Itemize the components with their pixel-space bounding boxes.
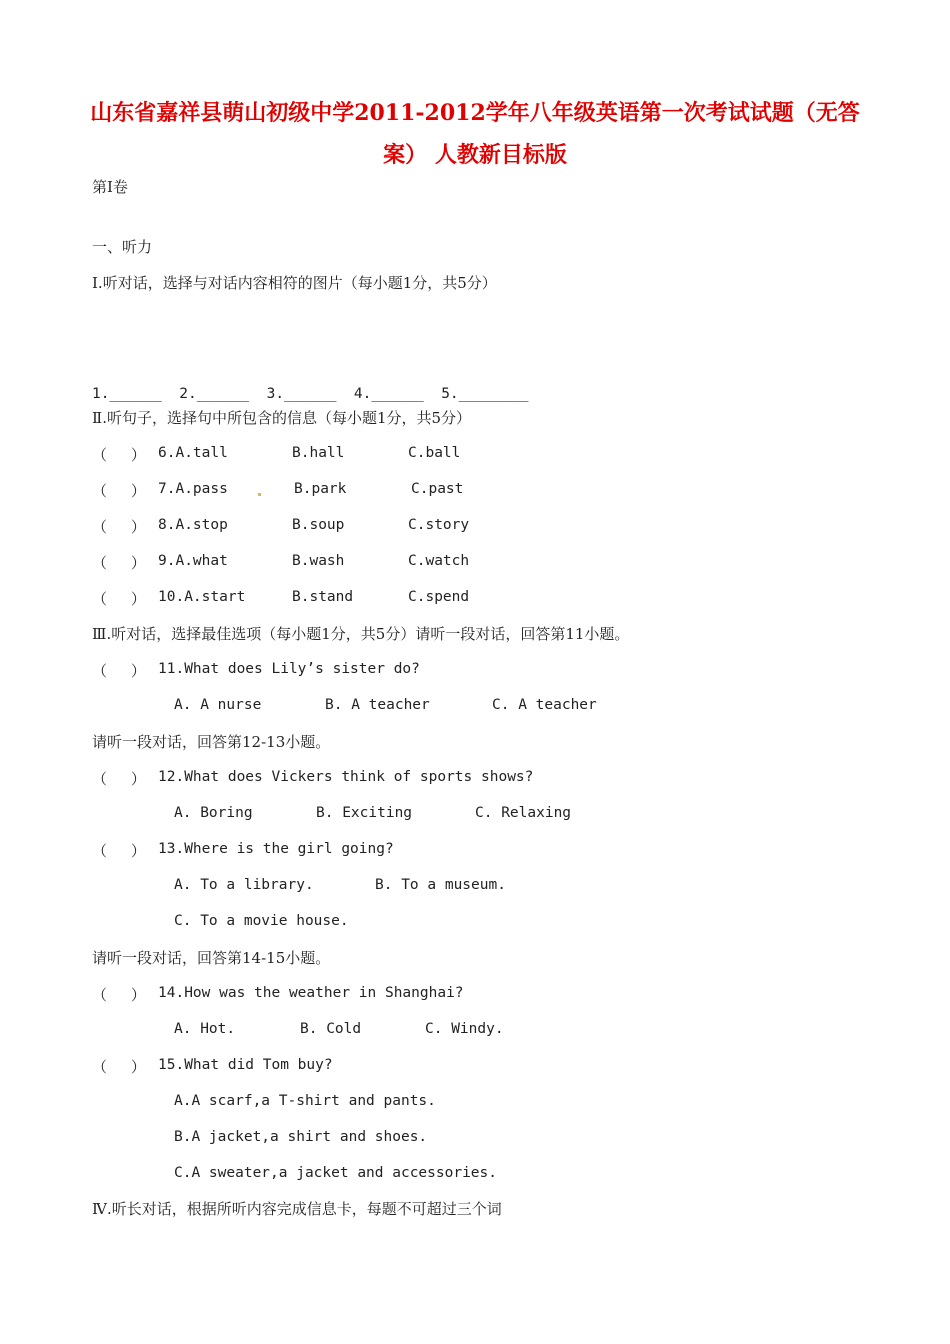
- option-b: B.park: [294, 481, 347, 497]
- q15-option-c: C.A sweater,a jacket and accessories.: [174, 1165, 498, 1181]
- section-listening: 一、听力: [92, 238, 153, 256]
- q13-option-a: A. To a library.: [174, 877, 314, 893]
- question-15: 15.What did Tom buy?: [158, 1057, 333, 1073]
- question-option-a: 9.A.what: [158, 553, 228, 569]
- q11-option-c: C. A teacher: [492, 697, 597, 713]
- question-option-a: 10.A.start: [158, 589, 246, 605]
- q13-option-c: C. To a movie house.: [174, 913, 349, 929]
- q14-option-c: C. Windy.: [425, 1021, 504, 1037]
- document-title: [60, 92, 890, 176]
- answer-paren: （ ）: [92, 662, 146, 680]
- answer-paren: （ ）: [92, 554, 146, 572]
- option-c: C.ball: [408, 445, 461, 461]
- answer-paren: （ ）: [92, 446, 146, 464]
- q11-option-b: B. A teacher: [325, 697, 430, 713]
- q15-option-b: B.A jacket,a shirt and shoes.: [174, 1129, 428, 1145]
- answer-paren: （ ）: [92, 1058, 146, 1076]
- answer-blanks: 1.______ 2.______ 3.______ 4.______ 5.________: [92, 386, 529, 402]
- option-b: B.hall: [292, 445, 345, 461]
- volume-label: 第Ⅰ卷: [92, 178, 128, 196]
- question-11: 11.What does Lily’s sister do?: [158, 661, 420, 677]
- part-3-heading: Ⅲ.听对话，选择最佳选项（每小题1分，共5分）请听一段对话，回答第11小题。: [92, 625, 630, 643]
- question-14: 14.How was the weather in Shanghai?: [158, 985, 464, 1001]
- q14-option-b: B. Cold: [300, 1021, 362, 1037]
- question-12: 12.What does Vickers think of sports shows?: [158, 769, 534, 785]
- answer-paren: （ ）: [92, 518, 146, 536]
- stray-dot: [258, 493, 261, 496]
- listen-instruction-14-15: 请听一段对话，回答第14-15小题。: [92, 949, 331, 967]
- option-c: C.story: [408, 517, 470, 533]
- answer-paren: （ ）: [92, 986, 146, 1004]
- title-line-2: 案） 人教新目标版: [383, 142, 567, 168]
- part-2-heading: Ⅱ.听句子，选择句中所包含的信息（每小题1分，共5分）: [92, 409, 472, 427]
- option-c: C.watch: [408, 553, 470, 569]
- option-c: C.past: [411, 481, 464, 497]
- q12-option-b: B. Exciting: [316, 805, 413, 821]
- part-1-heading: Ⅰ.听对话，选择与对话内容相符的图片（每小题1分，共5分）: [92, 274, 497, 292]
- option-b: B.wash: [292, 553, 345, 569]
- q13-option-b: B. To a museum.: [375, 877, 506, 893]
- title-line-1: 山东省嘉祥县萌山初级中学2011-2012学年八年级英语第一次考试试题（无答: [90, 100, 860, 126]
- question-13: 13.Where is the girl going?: [158, 841, 394, 857]
- answer-paren: （ ）: [92, 590, 146, 608]
- part-4-heading: Ⅳ.听长对话，根据所听内容完成信息卡，每题不可超过三个词: [92, 1200, 502, 1218]
- listen-instruction-12-13: 请听一段对话，回答第12-13小题。: [92, 733, 331, 751]
- option-c: C.spend: [408, 589, 470, 605]
- option-b: B.stand: [292, 589, 354, 605]
- answer-paren: （ ）: [92, 482, 146, 500]
- q14-option-a: A. Hot.: [174, 1021, 236, 1037]
- answer-paren: （ ）: [92, 842, 146, 860]
- question-option-a: 8.A.stop: [158, 517, 228, 533]
- question-option-a: 7.A.pass: [158, 481, 228, 497]
- q12-option-a: A. Boring: [174, 805, 253, 821]
- question-option-a: 6.A.tall: [158, 445, 228, 461]
- q12-option-c: C. Relaxing: [475, 805, 572, 821]
- q15-option-a: A.A scarf,a T-shirt and pants.: [174, 1093, 436, 1109]
- q11-option-a: A. A nurse: [174, 697, 262, 713]
- answer-paren: （ ）: [92, 770, 146, 788]
- option-b: B.soup: [292, 517, 345, 533]
